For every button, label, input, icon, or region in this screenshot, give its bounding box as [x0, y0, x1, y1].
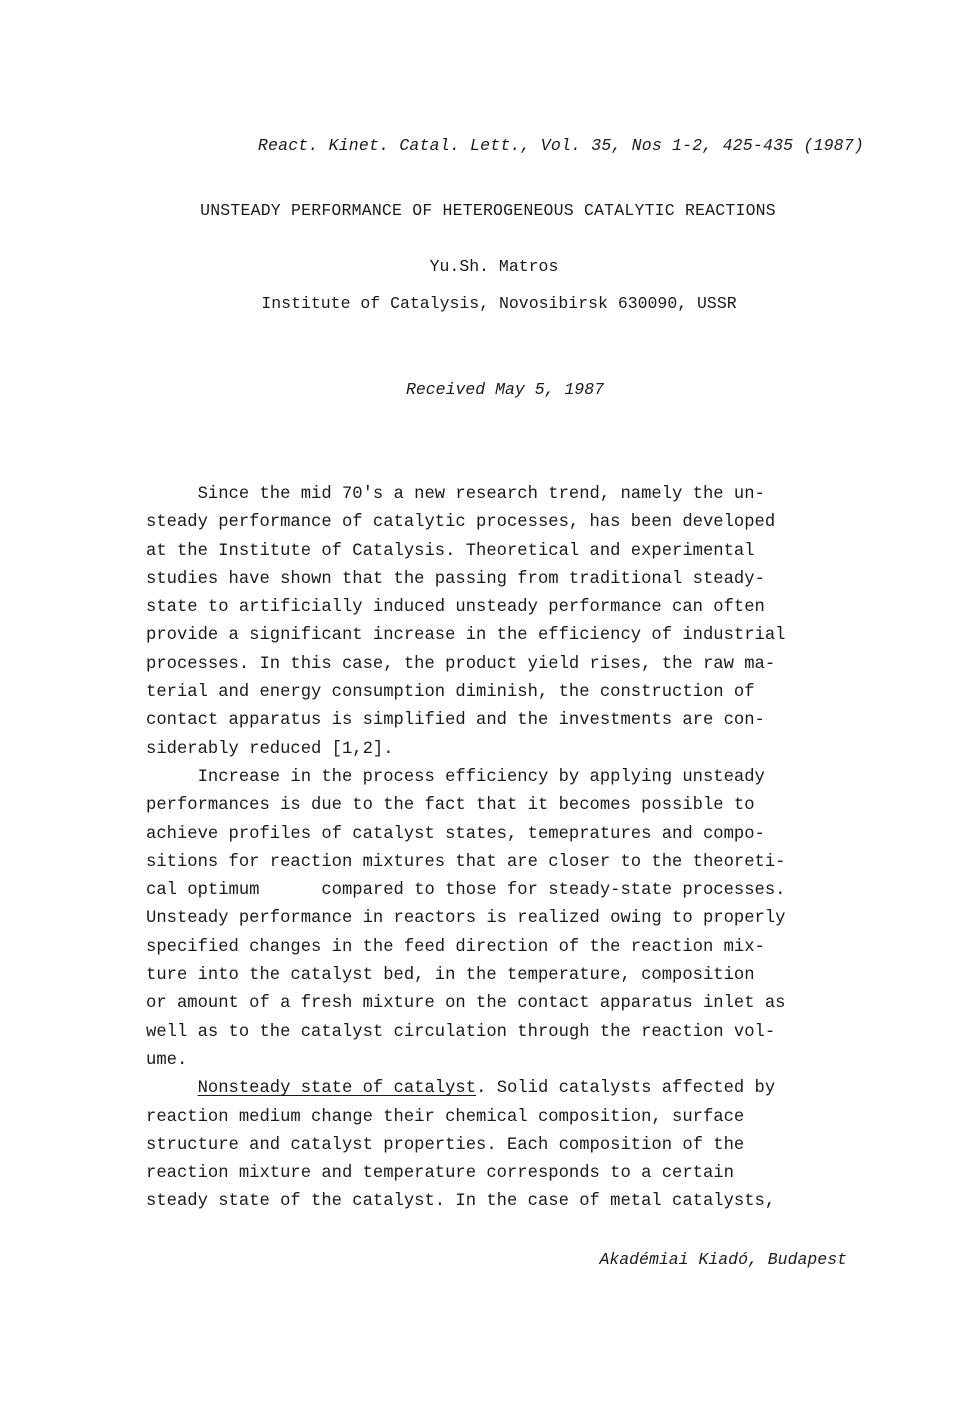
text-line: studies have shown that the passing from traditional steady-: [146, 569, 765, 589]
text-line: terial and energy consumption diminish, the construction of: [146, 683, 755, 703]
author-affiliation: Institute of Catalysis, Novosibirsk 630090, USSR: [261, 294, 737, 313]
paragraph-3: [146, 1075, 866, 1216]
text-line: [146, 1075, 866, 1103]
paragraph-2: [146, 764, 866, 1075]
paragraph-1: [146, 481, 866, 764]
text-line: processes. In this case, the product yield rises, the raw ma-: [146, 654, 776, 674]
text-line: siderably reduced [1,2].: [146, 739, 394, 759]
heading-continuation: . Solid catalysts affected by: [476, 1079, 776, 1099]
text-line: ture into the catalyst bed, in the temperature, composition: [146, 966, 755, 986]
text-line: structure and catalyst properties. Each composition of the: [146, 1135, 745, 1155]
text-line: contact apparatus is simplified and the investments are con-: [146, 711, 765, 731]
text-line: or amount of a fresh mixture on the contact apparatus inlet as: [146, 994, 786, 1014]
indent: [146, 1079, 198, 1098]
text-line: at the Institute of Catalysis. Theoretical and experimental: [146, 541, 755, 561]
received-date: Received May 5, 1987: [405, 380, 605, 399]
text-line: sitions for reaction mixtures that are closer to the theoreti-: [146, 852, 786, 872]
text-line: Unsteady performance in reactors is realized owing to properly: [146, 909, 786, 929]
text-line: steady performance of catalytic processes, has been developed: [146, 513, 776, 533]
author-name: Yu.Sh. Matros: [429, 257, 559, 276]
section-heading: Nonsteady state of catalyst: [197, 1079, 477, 1099]
publisher-footer: Akadémiai Kiadó, Budapest: [599, 1250, 847, 1269]
text-line: cal optimum compared to those for steady-state processes.: [146, 881, 786, 901]
text-line: state to artificially induced unsteady performance can often: [146, 598, 765, 618]
text-line: performances is due to the fact that it becomes possible to: [146, 796, 755, 816]
text-line: specified changes in the feed direction of the reaction mix-: [146, 937, 765, 957]
article-body: [146, 481, 866, 1217]
text-line: Since the mid 70's a new research trend, namely the un-: [146, 485, 765, 504]
text-line: Increase in the process efficiency by applying unsteady: [146, 767, 765, 787]
article-title: UNSTEADY PERFORMANCE OF HETEROGENEOUS CATALYTIC REACTIONS: [200, 201, 776, 220]
text-line: achieve profiles of catalyst states, temepratures and compo-: [146, 824, 765, 844]
text-line: well as to the catalyst circulation through the reaction vol-: [146, 1022, 776, 1042]
journal-citation: React. Kinet. Catal. Lett., Vol. 35, Nos 1-2, 425-435 (1987): [257, 136, 864, 155]
text-line: steady state of the catalyst. In the case of metal catalysts,: [146, 1192, 776, 1212]
text-line: reaction mixture and temperature corresponds to a certain: [146, 1164, 734, 1184]
text-line: provide a significant increase in the efficiency of industrial: [146, 626, 786, 646]
text-line: ume.: [146, 1050, 188, 1070]
text-line: reaction medium change their chemical composition, surface: [146, 1107, 745, 1127]
